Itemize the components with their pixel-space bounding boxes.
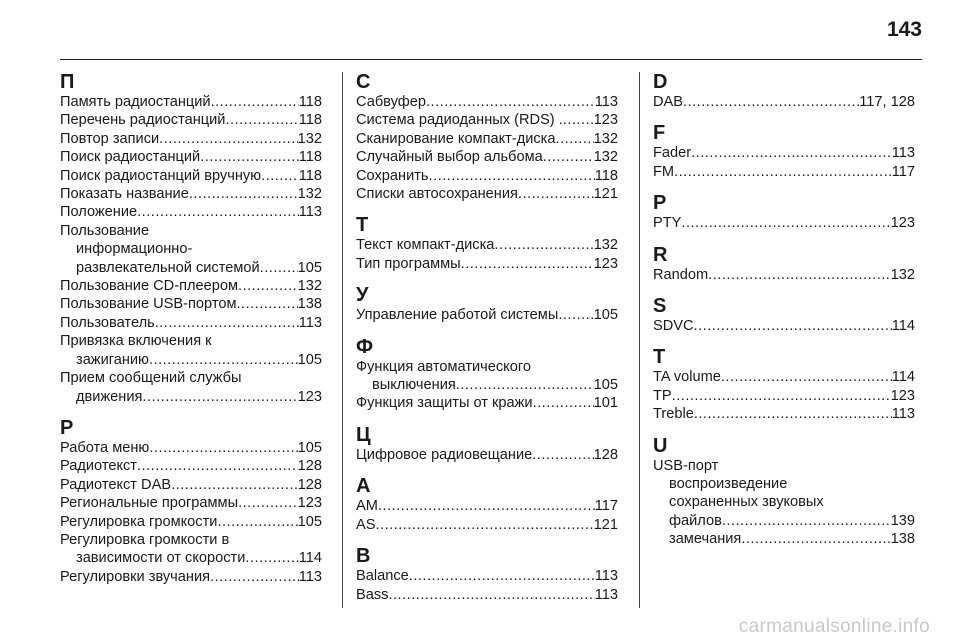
index-entry [356, 567, 618, 585]
index-column-1 [60, 72, 322, 586]
index-section [653, 347, 915, 423]
index-entry [356, 516, 618, 534]
entry-row [356, 497, 618, 515]
entry-text: Перечень радиостанций [60, 112, 226, 129]
dot-leader [518, 185, 594, 203]
entry-text: AS [356, 516, 376, 533]
entry-text: Пользование CD-плеером [60, 278, 238, 295]
entry-line: воспроизведение [669, 476, 788, 493]
column-separator [639, 72, 640, 608]
entry-line: Регулировка громкости в [60, 531, 230, 548]
dot-leader [237, 295, 298, 313]
entry-row [60, 457, 322, 475]
entry-page-ref: 123 [890, 215, 915, 232]
entry-row [356, 93, 618, 111]
entry-text: Поиск радиостанций вручную [60, 167, 262, 184]
dot-leader [691, 144, 892, 162]
index-entry [356, 394, 618, 412]
entry-page-ref: 101 [593, 395, 618, 412]
dot-leader [558, 306, 593, 324]
entry-page-ref: 105 [297, 513, 322, 530]
index-entry [356, 93, 618, 111]
dot-leader [211, 93, 299, 111]
dot-leader [694, 405, 892, 423]
index-entry [60, 148, 322, 166]
entry-page-ref: 113 [891, 406, 915, 423]
entry-text: Управление работой системы [356, 307, 559, 324]
entry-text: Random [653, 266, 709, 283]
dot-leader [494, 236, 593, 254]
entry-row [60, 130, 322, 148]
entry-row [60, 259, 322, 277]
entry-page-ref: 114 [891, 318, 915, 335]
entry-row [60, 203, 322, 221]
dot-leader [159, 130, 297, 148]
index-entry [356, 255, 618, 273]
index-entry [356, 167, 618, 185]
entry-row [653, 163, 915, 181]
index-entry [60, 185, 322, 203]
index-entry [60, 203, 322, 221]
entry-text: Регулировки звучания [60, 568, 211, 585]
entry-text: Сохранить [356, 167, 429, 184]
entry-page-ref: 113 [594, 568, 618, 585]
entry-row [60, 93, 322, 111]
index-entry [653, 317, 915, 335]
section-letter: F [653, 122, 666, 145]
entry-page-ref: 132 [297, 130, 322, 147]
entry-page-ref: 132 [593, 130, 618, 147]
dot-leader [149, 439, 297, 457]
index-entry [60, 531, 322, 568]
index-section [356, 425, 618, 464]
dot-leader [533, 394, 594, 412]
section-letter: U [653, 434, 668, 457]
section-letter: S [653, 295, 667, 318]
dot-leader [461, 255, 594, 273]
index-entry [60, 369, 322, 406]
index-entry [653, 457, 915, 475]
entry-text: TA volume [653, 369, 721, 386]
index-entry [60, 439, 322, 457]
dot-leader [137, 457, 298, 475]
index-entry [60, 130, 322, 148]
entry-page-ref: 123 [890, 387, 915, 404]
index-entry [356, 446, 618, 464]
index-entry [653, 405, 915, 423]
index-entry [653, 144, 915, 162]
index-column-2 [356, 72, 618, 604]
entry-row [356, 167, 618, 185]
entry-page-ref: 123 [297, 388, 322, 405]
entry-row [60, 568, 322, 586]
entry-page-ref: 113 [298, 204, 322, 221]
section-letter: П [60, 71, 75, 93]
index-section [60, 418, 322, 586]
index-entry [60, 457, 322, 475]
entry-row [356, 516, 618, 534]
dot-leader [556, 130, 594, 148]
dot-leader [189, 185, 298, 203]
entry-row [60, 295, 322, 313]
entry-text: Регулировка громкости [60, 513, 218, 530]
entry-page-ref: 117 [594, 498, 618, 515]
entry-row [653, 144, 915, 162]
index-entry [60, 568, 322, 586]
entry-line: Пользование [60, 222, 150, 239]
section-letter: B [356, 545, 371, 568]
entry-text: Работа меню [60, 439, 150, 456]
dot-leader [225, 111, 298, 129]
entry-text: Региональные программы [60, 495, 239, 512]
entry-row [356, 236, 618, 254]
entry-text: Случайный выбор альбома [356, 149, 543, 166]
dot-leader [563, 111, 594, 129]
entry-text: движения [76, 388, 143, 405]
entry-page-ref: 113 [594, 94, 618, 110]
index-entry [60, 222, 322, 277]
entry-page-ref: 138 [297, 296, 322, 313]
dot-leader [217, 513, 297, 531]
entry-row [60, 513, 322, 531]
entry-page-ref: 105 [297, 351, 322, 368]
entry-row [356, 148, 618, 166]
index-section [356, 546, 618, 604]
index-entry [653, 530, 915, 548]
entry-page-ref: 121 [593, 516, 618, 533]
entry-row [356, 376, 618, 394]
entry-row [60, 277, 322, 295]
entry-line: USB-порт [653, 457, 719, 474]
dot-leader [672, 387, 891, 405]
entry-row [60, 185, 322, 203]
index-section [653, 436, 915, 549]
dot-leader [683, 93, 859, 111]
index-entry [356, 586, 618, 604]
index-section [356, 337, 618, 413]
entry-page-ref: 123 [593, 112, 618, 129]
index-entry [60, 111, 322, 129]
entry-line: Прием сообщений службы [60, 370, 242, 387]
index-section [356, 476, 618, 534]
entry-text: зависимости от скорости [76, 550, 246, 567]
dot-leader [681, 214, 890, 232]
section-letter: Ф [356, 335, 374, 358]
index-entry [653, 266, 915, 284]
section-letter: У [356, 284, 369, 307]
entry-page-ref: 117 [891, 163, 915, 180]
index-entry [356, 236, 618, 254]
section-letter: T [653, 346, 666, 369]
entry-page-ref: 139 [890, 512, 915, 529]
entry-page-ref: 113 [298, 314, 322, 331]
entry-text: Система радиоданных (RDS) . [356, 112, 563, 129]
entry-row [356, 185, 618, 203]
entry-text: Радиотекст [60, 458, 137, 475]
dot-leader [741, 530, 890, 548]
entry-row [60, 494, 322, 512]
entry-row [60, 388, 322, 406]
dot-leader [260, 259, 298, 277]
entry-text: Balance [356, 568, 409, 585]
entry-row [356, 394, 618, 412]
dot-leader [409, 567, 595, 585]
section-letter: D [653, 71, 668, 93]
dot-leader [210, 568, 299, 586]
section-letter: R [653, 243, 668, 266]
dot-leader [722, 512, 891, 530]
entry-page-ref: 118 [298, 112, 322, 129]
entry-text: Bass [356, 586, 389, 603]
entry-text: Память радиостанций [60, 94, 211, 110]
entry-row [356, 306, 618, 324]
entry-row [653, 368, 915, 386]
watermark: carmanualsonline.info [738, 616, 930, 637]
dot-leader [429, 167, 595, 185]
index-entry [356, 148, 618, 166]
entry-row [60, 439, 322, 457]
entry-row [653, 387, 915, 405]
index-entry [356, 130, 618, 148]
dot-leader [155, 314, 299, 332]
index-section [653, 193, 915, 232]
entry-page-ref: 118 [298, 149, 322, 166]
index-column-3 [653, 72, 915, 549]
index-entry [60, 167, 322, 185]
entry-line: информационно- [76, 241, 193, 258]
dot-leader [171, 476, 298, 494]
entry-text: Функция защиты от кражи [356, 395, 533, 412]
entry-row [653, 512, 915, 530]
entry-text: Пользование USB-портом [60, 296, 237, 313]
entry-page-ref: 128 [593, 446, 618, 463]
entry-page-ref: 118 [298, 94, 322, 110]
dot-leader [388, 586, 594, 604]
dot-leader [532, 446, 593, 464]
index-entry [653, 163, 915, 181]
index-entry [653, 93, 915, 111]
dot-leader [426, 93, 595, 111]
index-entry [653, 214, 915, 232]
index-entry [60, 476, 322, 494]
entry-text: AM [356, 498, 378, 515]
index-entry [60, 314, 322, 332]
entry-row [60, 549, 322, 567]
entry-page-ref: 118 [298, 167, 322, 184]
column-separator [342, 72, 343, 608]
entry-page-ref: 105 [593, 307, 618, 324]
index-entry [60, 295, 322, 313]
entry-row [653, 405, 915, 423]
section-letter: Ц [356, 423, 371, 446]
entry-text: TP [653, 387, 672, 404]
index-section [60, 72, 322, 406]
dot-leader [142, 388, 297, 406]
index-entry [60, 277, 322, 295]
index-section [653, 72, 915, 111]
entry-text: Цифровое радиовещание [356, 446, 533, 463]
dot-leader [149, 351, 298, 369]
section-letter: Р [60, 416, 74, 439]
entry-page-ref: 118 [594, 167, 618, 184]
entry-text: Текст компакт-диска [356, 237, 495, 254]
dot-leader [694, 317, 892, 335]
dot-leader [378, 497, 595, 515]
entry-row [60, 476, 322, 494]
entry-text: Treble [653, 406, 694, 423]
entry-text: развлекательной системой [76, 259, 260, 276]
entry-page-ref: 123 [593, 255, 618, 272]
entry-text: SDVC [653, 318, 694, 335]
index-entry [60, 513, 322, 531]
entry-row [60, 314, 322, 332]
entry-page-ref: 117, 128 [859, 94, 915, 110]
entry-row [356, 130, 618, 148]
entry-page-ref: 113 [298, 568, 322, 585]
index-entry [60, 93, 322, 111]
entry-page-ref: 121 [593, 186, 618, 203]
entry-page-ref: 138 [890, 531, 915, 548]
dot-leader [375, 516, 593, 534]
index-section [653, 296, 915, 335]
entry-page-ref: 114 [891, 369, 915, 386]
entry-text: PTY [653, 215, 682, 232]
entry-page-ref: 132 [890, 266, 915, 283]
entry-row [653, 317, 915, 335]
entry-text: зажиганию [76, 351, 149, 368]
index-entry [60, 332, 322, 369]
index-entry [653, 475, 915, 530]
dot-leader [200, 148, 299, 166]
entry-row [60, 148, 322, 166]
dot-leader [674, 163, 892, 181]
entry-text: Пользователь [60, 314, 155, 331]
dot-leader [261, 167, 299, 185]
entry-row [653, 266, 915, 284]
entry-text: Положение [60, 204, 138, 221]
entry-page-ref: 113 [594, 586, 618, 603]
entry-page-ref: 128 [297, 458, 322, 475]
entry-page-ref: 132 [593, 237, 618, 254]
entry-text: Fader [653, 145, 692, 162]
entry-row [356, 567, 618, 585]
dot-leader [245, 549, 298, 567]
index-section [356, 285, 618, 324]
entry-page-ref: 132 [593, 149, 618, 166]
entry-page-ref: 114 [298, 550, 322, 567]
entry-row [653, 530, 915, 548]
index-section [356, 72, 618, 203]
index-section [356, 215, 618, 273]
entry-row [356, 446, 618, 464]
dot-leader [456, 376, 594, 394]
index-section [653, 123, 915, 181]
entry-row [356, 255, 618, 273]
entry-page-ref: 132 [297, 278, 322, 295]
index-entry [356, 497, 618, 515]
section-letter: Т [356, 214, 369, 237]
entry-row [653, 93, 915, 111]
entry-text: Списки автосохранения [356, 186, 518, 203]
entry-text: замечания [669, 531, 742, 548]
dot-leader [708, 266, 890, 284]
entry-text: выключения [372, 377, 456, 394]
entry-text: Поиск радиостанций [60, 149, 201, 166]
section-letter: A [356, 475, 371, 498]
entry-text: Радиотекст DAB [60, 476, 172, 493]
entry-text: FM [653, 163, 675, 180]
section-letter: P [653, 192, 667, 215]
index-entry [653, 368, 915, 386]
entry-text: Повтор записи [60, 130, 160, 147]
entry-page-ref: 123 [297, 495, 322, 512]
index-entry [356, 306, 618, 324]
entry-page-ref: 132 [297, 186, 322, 203]
entry-page-ref: 113 [891, 145, 915, 162]
entry-row [356, 586, 618, 604]
index-entry [356, 358, 618, 395]
entry-text: Тип программы [356, 255, 461, 272]
dot-leader [238, 494, 298, 512]
index-entry [356, 185, 618, 203]
entry-row [653, 214, 915, 232]
entry-row [60, 167, 322, 185]
dot-leader [721, 368, 892, 386]
entry-line: Функция автоматического [356, 358, 531, 375]
index-entry [60, 494, 322, 512]
entry-page-ref: 105 [297, 259, 322, 276]
page-number: 143 [886, 18, 922, 41]
entry-text: Показать название [60, 186, 189, 203]
index-section [653, 245, 915, 284]
entry-page-ref: 128 [297, 476, 322, 493]
entry-line: сохраненных звуковых [669, 494, 824, 511]
header-rule [60, 59, 922, 60]
entry-text: Сабвуфер [356, 94, 426, 110]
entry-page-ref: 105 [593, 377, 618, 394]
dot-leader [137, 203, 299, 221]
entry-text: файлов [669, 512, 722, 529]
entry-text: DAB [653, 94, 684, 110]
entry-row [60, 111, 322, 129]
section-letter: С [356, 71, 371, 93]
index-entry [356, 111, 618, 129]
entry-text: Сканирование компакт-диска [356, 130, 556, 147]
entry-row [356, 111, 618, 129]
dot-leader [543, 148, 594, 166]
dot-leader [238, 277, 298, 295]
entry-row [60, 351, 322, 369]
entry-page-ref: 105 [297, 439, 322, 456]
index-entry [653, 387, 915, 405]
entry-line: Привязка включения к [60, 333, 212, 350]
